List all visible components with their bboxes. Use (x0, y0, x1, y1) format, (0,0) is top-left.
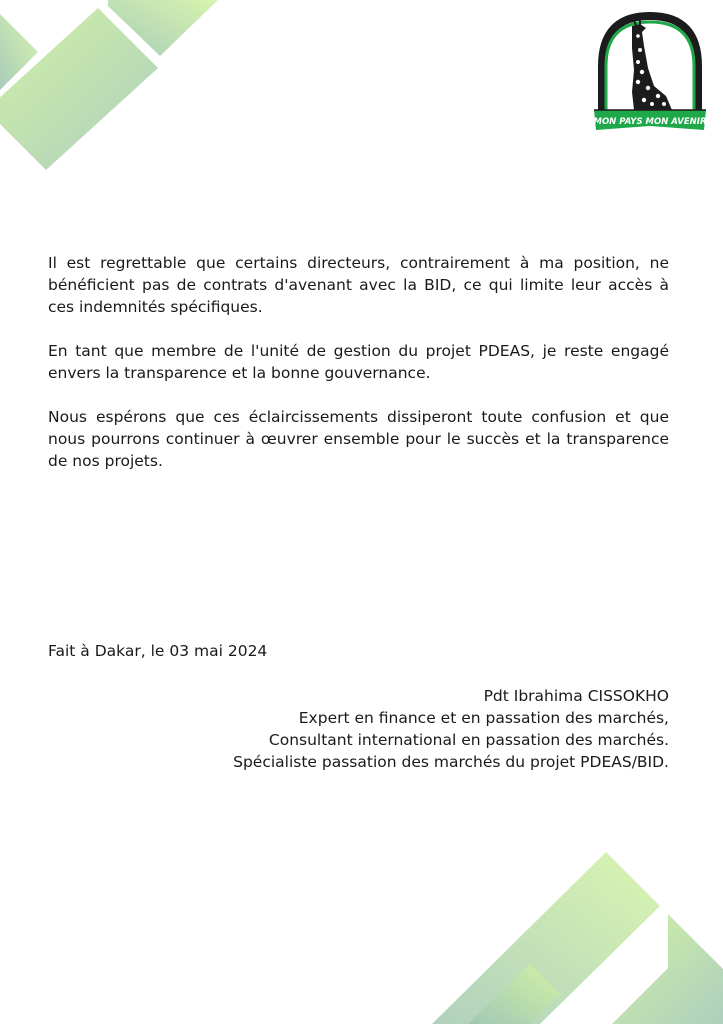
deco-band-bottom-right-4 (618, 918, 723, 1024)
giraffe-icon (632, 19, 672, 110)
paragraph-3: Nous espérons que ces éclaircissements dissiperont toute confusion et que nous pourrons continuer à œuvrer ensemble pour le succès et la transparence de nos projets. (48, 408, 669, 470)
deco-band-bottom-right-1 (432, 852, 660, 1024)
deco-band-bottom-right-3 (468, 964, 560, 1024)
signatory-title-3: Spécialiste passation des marchés du projet PDEAS/BID. (233, 753, 669, 771)
logo-text: MON PAYS MON AVENIR (593, 117, 707, 127)
signatory-title-1: Expert en finance et en passation des marchés, (298, 709, 669, 727)
paragraph-1: Il est regrettable que certains directeurs, contrairement à ma position, ne bénéficient pas de contrats d'avenant avec la BID, ce qui limite leur accès à ces indemnités spécifiques. (48, 254, 669, 316)
paragraph-2: En tant que membre de l'unité de gestion du projet PDEAS, je reste engagé envers la transparence et la bonne gouvernance. (48, 342, 669, 382)
deco-band-top-left-3 (108, 0, 218, 56)
deco-band-bottom-right-2 (612, 914, 723, 1024)
signatory-title-2: Consultant international en passation des marchés. (268, 731, 669, 749)
letter-body (48, 252, 669, 494)
signature-block (233, 685, 669, 773)
place-date: Fait à Dakar, le 03 mai 2024 (48, 642, 268, 660)
logo (588, 6, 712, 136)
deco-band-top-left-1 (0, 14, 38, 90)
deco-band-top-left-2 (0, 8, 158, 170)
signatory-name: Pdt Ibrahima CISSOKHO (483, 687, 669, 705)
